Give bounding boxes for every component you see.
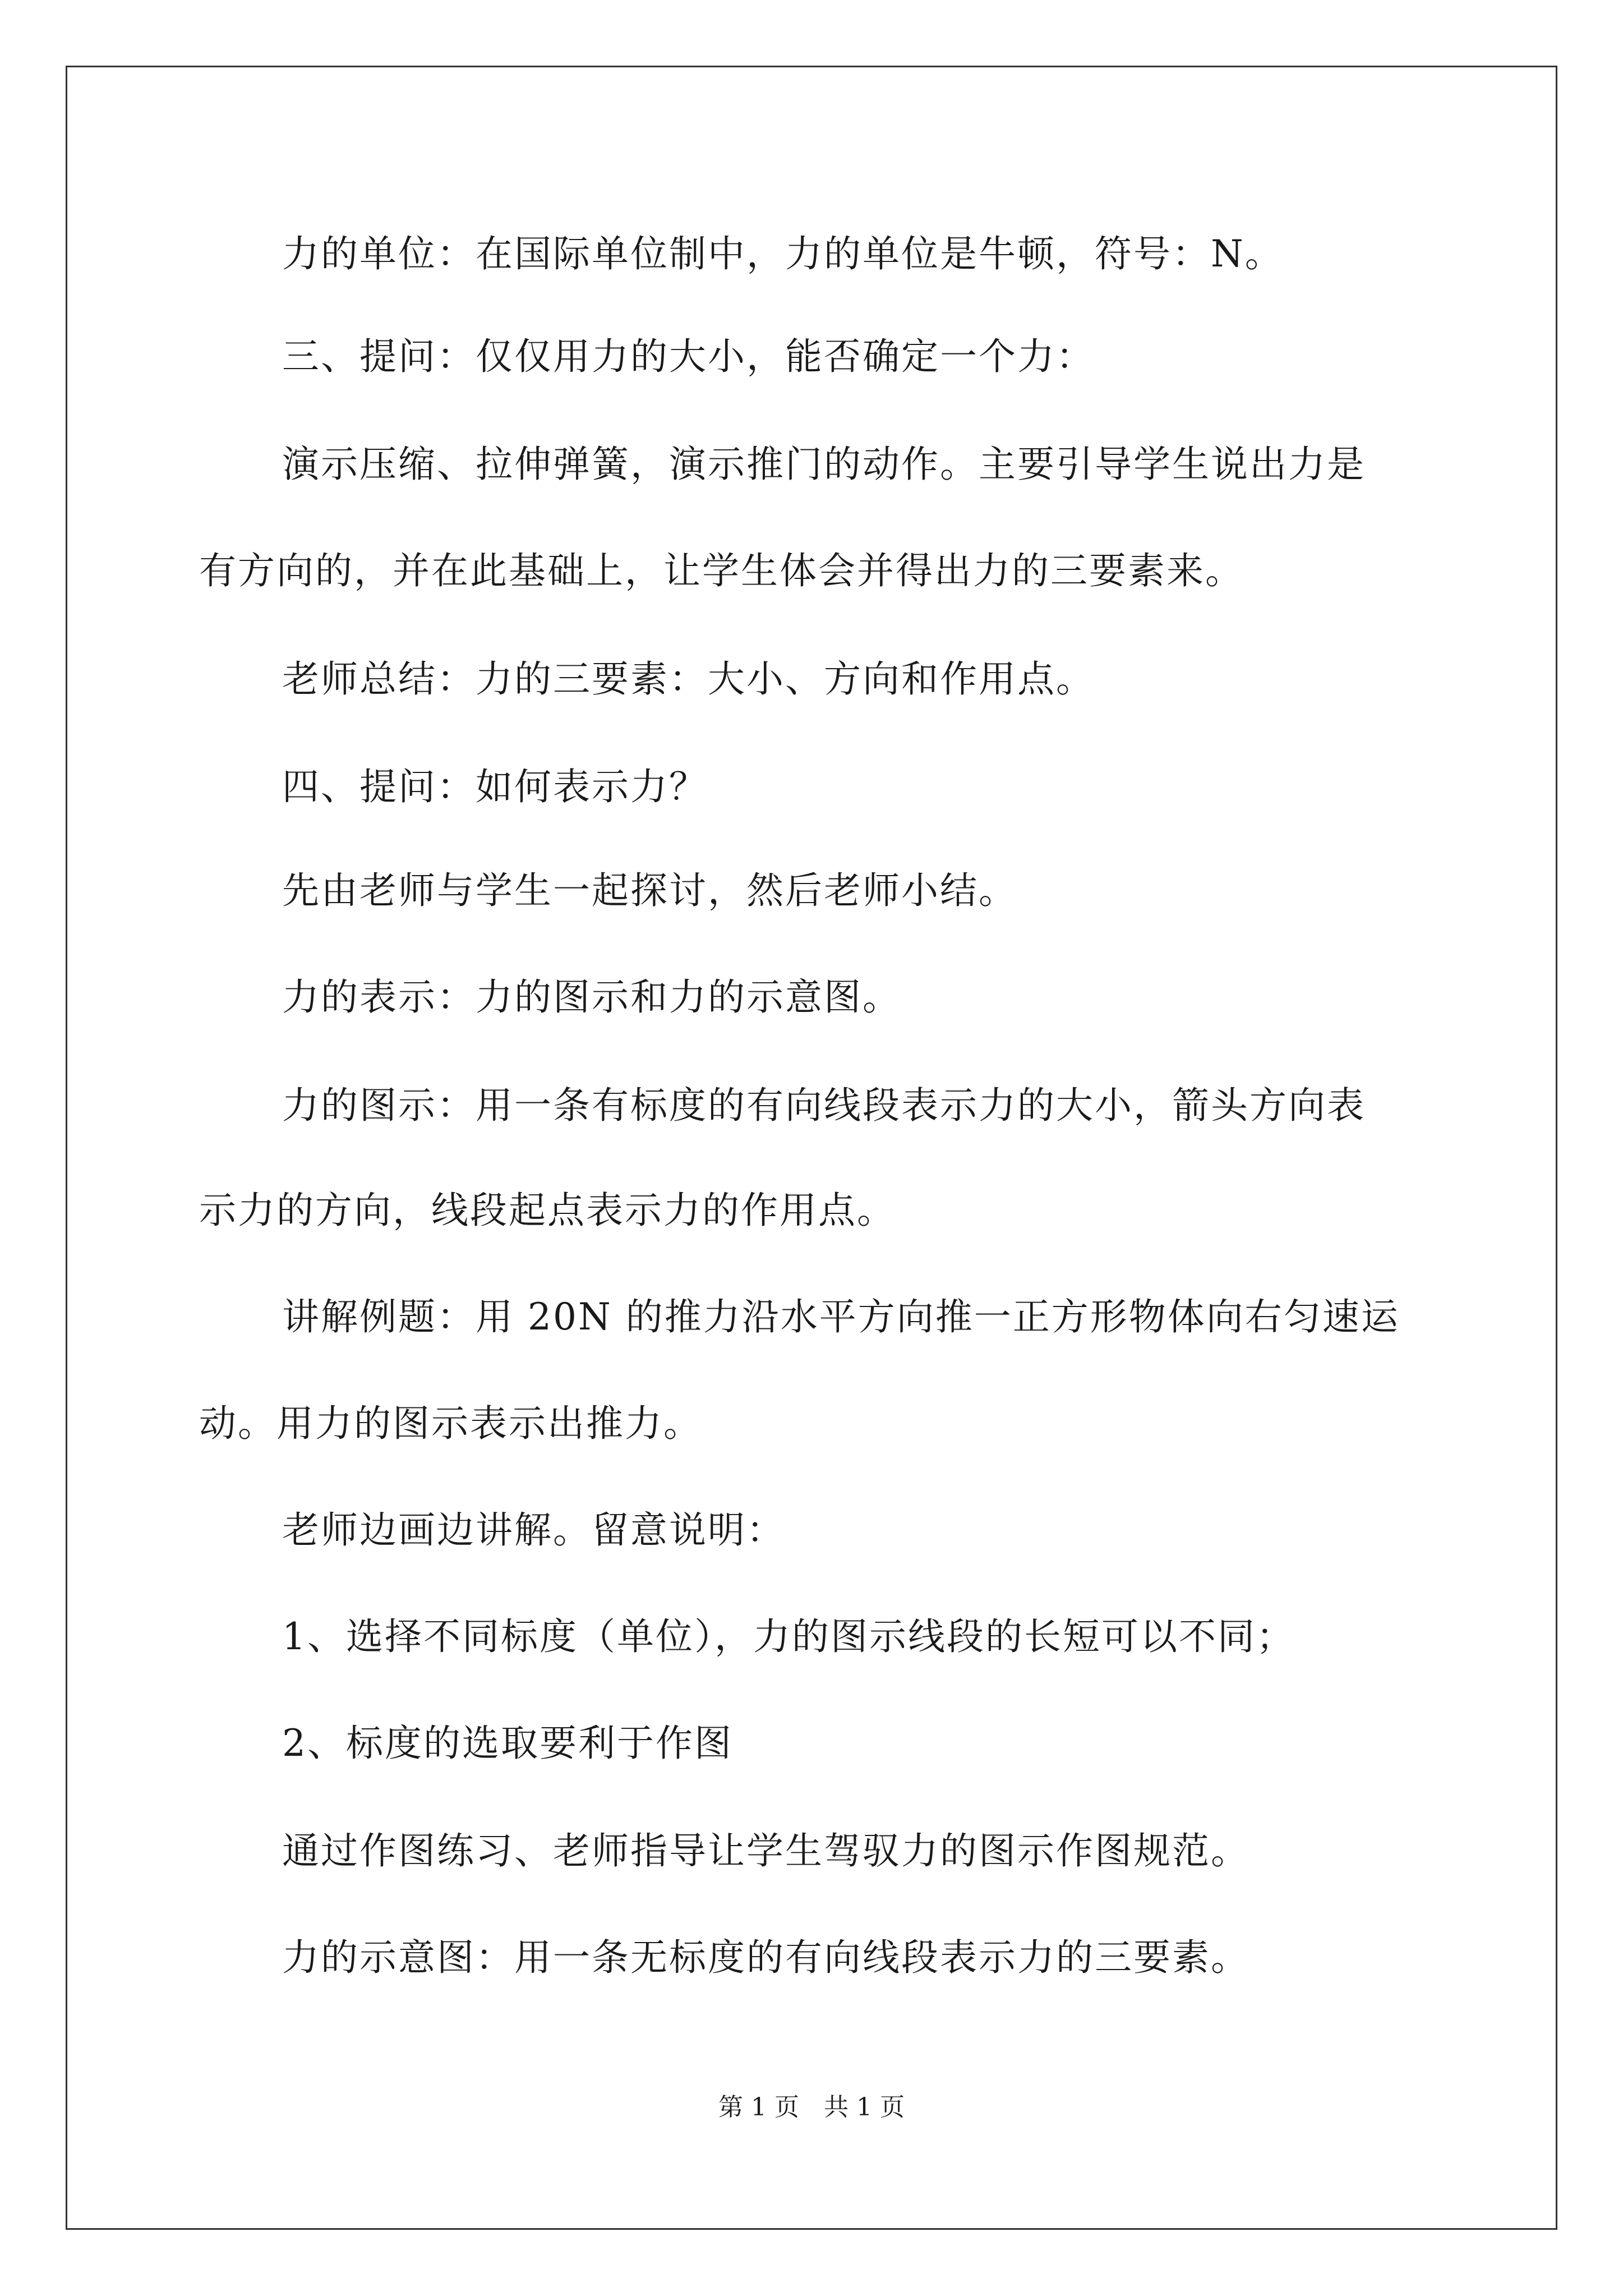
paragraph: 四、提问：如何表示力？	[282, 765, 708, 808]
paragraph: 力的表示：力的图示和力的示意图。	[282, 976, 901, 1019]
paragraph: 三、提问：仅仅用力的大小，能否确定一个力：	[282, 335, 1095, 378]
paragraph-continuation: 示力的方向，线段起点表示力的作用点。	[199, 1189, 896, 1232]
paragraph-continuation: 有方向的，并在此基础上，让学生体会并得出力的三要素来。	[199, 549, 1244, 592]
paragraph: 先由老师与学生一起探讨，然后老师小结。	[282, 869, 1017, 912]
list-item: 2、标度的选取要利于作图	[282, 1722, 733, 1765]
paragraph: 力的示意图：用一条无标度的有向线段表示力的三要素。	[282, 1936, 1249, 1979]
paragraph: 老师边画边讲解。留意说明：	[282, 1508, 785, 1552]
list-item: 1、选择不同标度（单位），力的图示线段的长短可以不同；	[282, 1615, 1295, 1658]
paragraph: 力的单位：在国际单位制中，力的单位是牛顿，符号：N。	[282, 232, 1284, 275]
page-border	[66, 66, 1557, 2230]
page-footer: 第 1 页 共 1 页	[718, 2093, 905, 2122]
paragraph-continuation: 动。用力的图示表示出推力。	[199, 1402, 702, 1445]
paragraph: 演示压缩、拉伸弹簧，演示推门的动作。主要引导学生说出力是	[282, 443, 1366, 486]
paragraph: 讲解例题：用 20N 的推力沿水平方向推一正方形物体向右匀速运	[282, 1295, 1400, 1338]
paragraph: 老师总结：力的三要素：大小、方向和作用点。	[282, 657, 1095, 701]
paragraph: 力的图示：用一条有标度的有向线段表示力的大小，箭头方向表	[282, 1084, 1366, 1127]
paragraph: 通过作图练习、老师指导让学生驾驭力的图示作图规范。	[282, 1829, 1249, 1872]
